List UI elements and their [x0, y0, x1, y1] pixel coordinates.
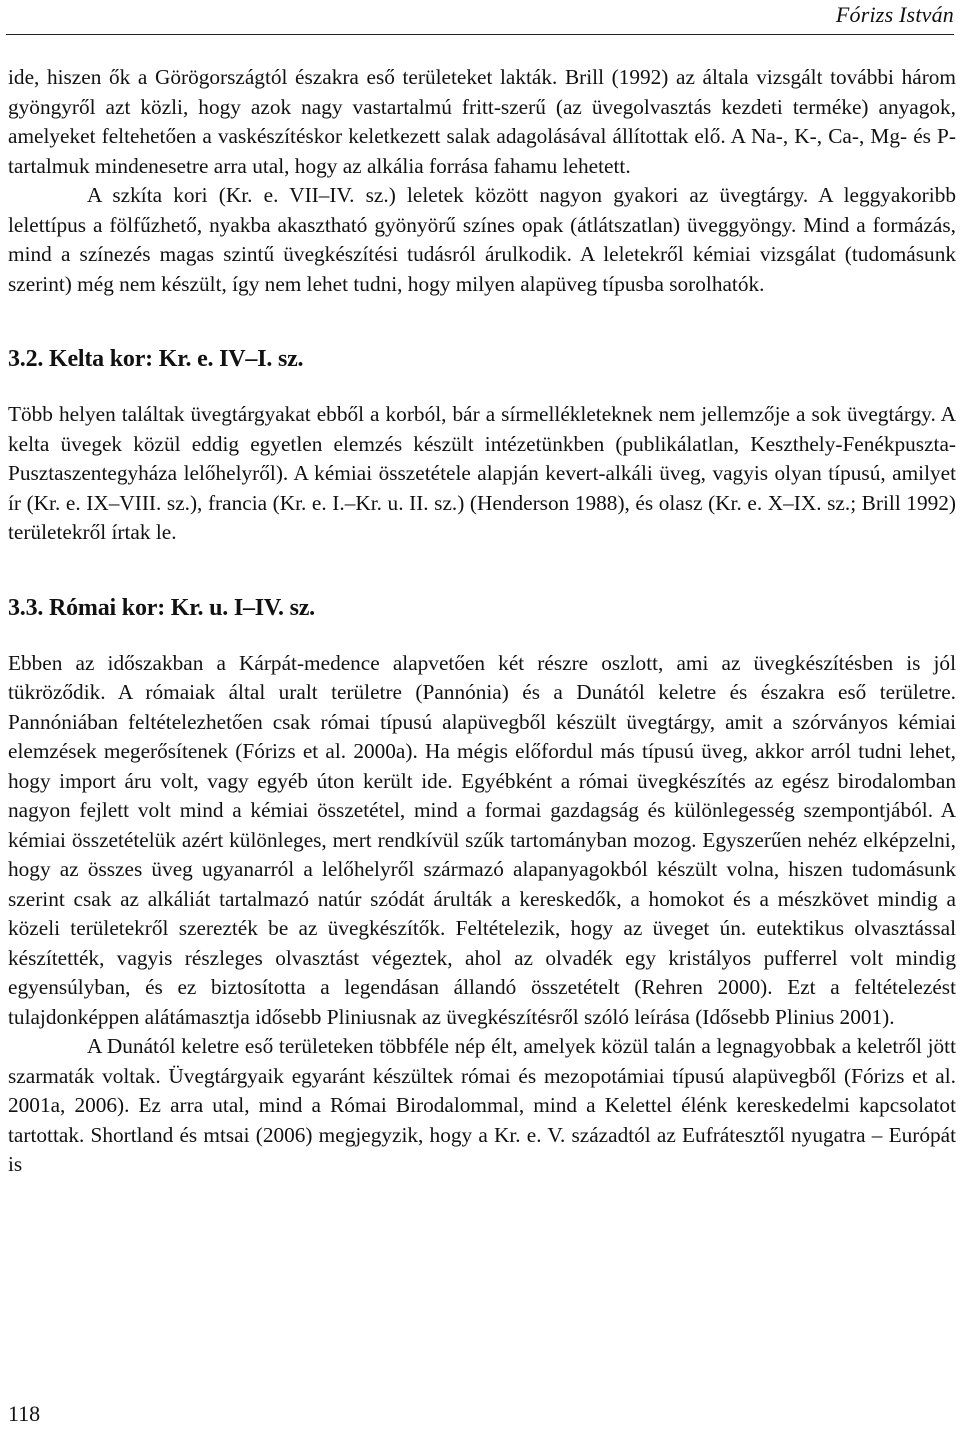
- paragraph-roman-2: A Dunától keletre eső területeken többféle nép élt, amelyek közül talán a legnagyobbak a keletről jött szarmaták voltak. Üvegtárgyaik egyaránt készültek római és mezopotámiai típusú alapüvegből (Fórizs et al. 2001a, 2006). Ez arra utal, mind a Római Birodalommal, mind a Kelettel élénk kereskedelmi kapcsolatot tartottak. Shortland és mtsai (2006) megjegyzik, hogy a Kr. e. V. századtól az Eufrátesztől nyugatra – Európát is: [8, 1034, 956, 1176]
- paragraph-intro: ide, hiszen ők a Görögországtól északra eső területeket lakták. Brill (1992) az általa vizsgált további három gyöngyről azt közli, hogy azok nagy vastartalmú fritt-szerű (az üvegolvasztás kezdeti terméke) anyagok, amelyeket feltehetően a vaskészítéskor keletkezett salak adagolásával állítottak elő. A Na-, K-, Ca-, Mg- és P-tartalmuk mindenesetre arra utal, hogy az alkália forrása fahamu lehetett.: [8, 65, 956, 178]
- header-divider: [6, 34, 954, 35]
- running-title: Fórizs István: [835, 2, 954, 27]
- running-header: [0, 0, 960, 40]
- page-body: [8, 63, 956, 1180]
- paragraph-scythian: A szkíta kori (Kr. e. VII–IV. sz.) leletek között nagyon gyakori az üvegtárgy. A leggyakoribb lelettípus a fölfűzhető, nyakba akasztható gyönyörű színes opak (átlátszatlan) üveggyöngy. Mind a formázás, mind a színezés magas szintű üvegkészítési tudásról árulkodik. A leletekről kémiai vizsgálat (tudomásunk szerint) még nem készült, így nem lehet tudni, hogy milyen alapüveg típusba sorolhatók.: [8, 183, 956, 296]
- section-heading-celtic: 3.2. Kelta kor: Kr. e. IV–I. sz.: [8, 346, 304, 372]
- section-heading-roman: 3.3. Római kor: Kr. u. I–IV. sz.: [8, 594, 315, 621]
- paragraph-celtic: Több helyen találtak üvegtárgyakat ebből a korból, bár a sírmellékleteknek nem jellemzője a sok üvegtárgy. A kelta üvegek közül eddig egyetlen elemzés készült intézetünkben (publikálatlan, Keszthely-Fenékpuszta-Pusztaszentegyháza lelőhelyről). A kémiai összetétele alapján kevert-alkáli üveg, vagyis olyan típusú, amilyet ír (Kr. e. IX–VIII. sz.), francia (Kr. e. I.–Kr. u. II. sz.) (Henderson 1988), és olasz (Kr. e. X–IX. sz.; Brill 1992) területekről írtak le.: [8, 402, 956, 544]
- paragraph-roman-1: Ebben az időszakban a Kárpát-medence alapvetően két részre oszlott, ami az üvegkészítésben is jól tükröződik. A rómaiak által uralt területre (Pannónia) és a Dunától keletre és északra eső területre. Pannóniában feltételezhetően csak római típusú alapüvegből készült üvegtárgy, amit a szórványos kémiai elemzések megerősítenek (Fórizs et al. 2000a). Ha mégis előfordul más típusú üveg, akkor arról tudni lehet, hogy import áru volt, vagy egyéb úton került ide. Egyébként a római üvegkészítés az egész birodalomban nagyon fejlett volt mind a kémiai összetétel, mind a formai gazdagság és különlegesség szempontjából. A kémiai összetételük azért különleges, mert rendkívül szűk tartományban mozog. Egyszerűen nehéz elképzelni, hogy az összes üveg ugyanarról a lelőhelyről származó alapanyagokból készült volna, hiszen tudomásunk szerint csak az alkáliát tartalmazó natúr szódát árulták a kereskedők, a homokot és a mészkövet mindig a közeli területekről szerezték be az üvegkészítők. Feltételezik, hogy az üveget ún. eutektikus olvasztással készítették, vagyis részleges olvasztást végeztek, ahol az olvadék egy kristályos pufferrel volt mindig egyensúlyban, és ez biztosította a legendásan állandó összetételt (Rehren 2000). Ezt a feltételezést tulajdonképpen alátámasztja idősebb Pliniusnak az üvegkészítésről szóló leírása (Idősebb Plinius 2001).: [8, 650, 956, 1029]
- page-number: 118: [8, 1401, 41, 1426]
